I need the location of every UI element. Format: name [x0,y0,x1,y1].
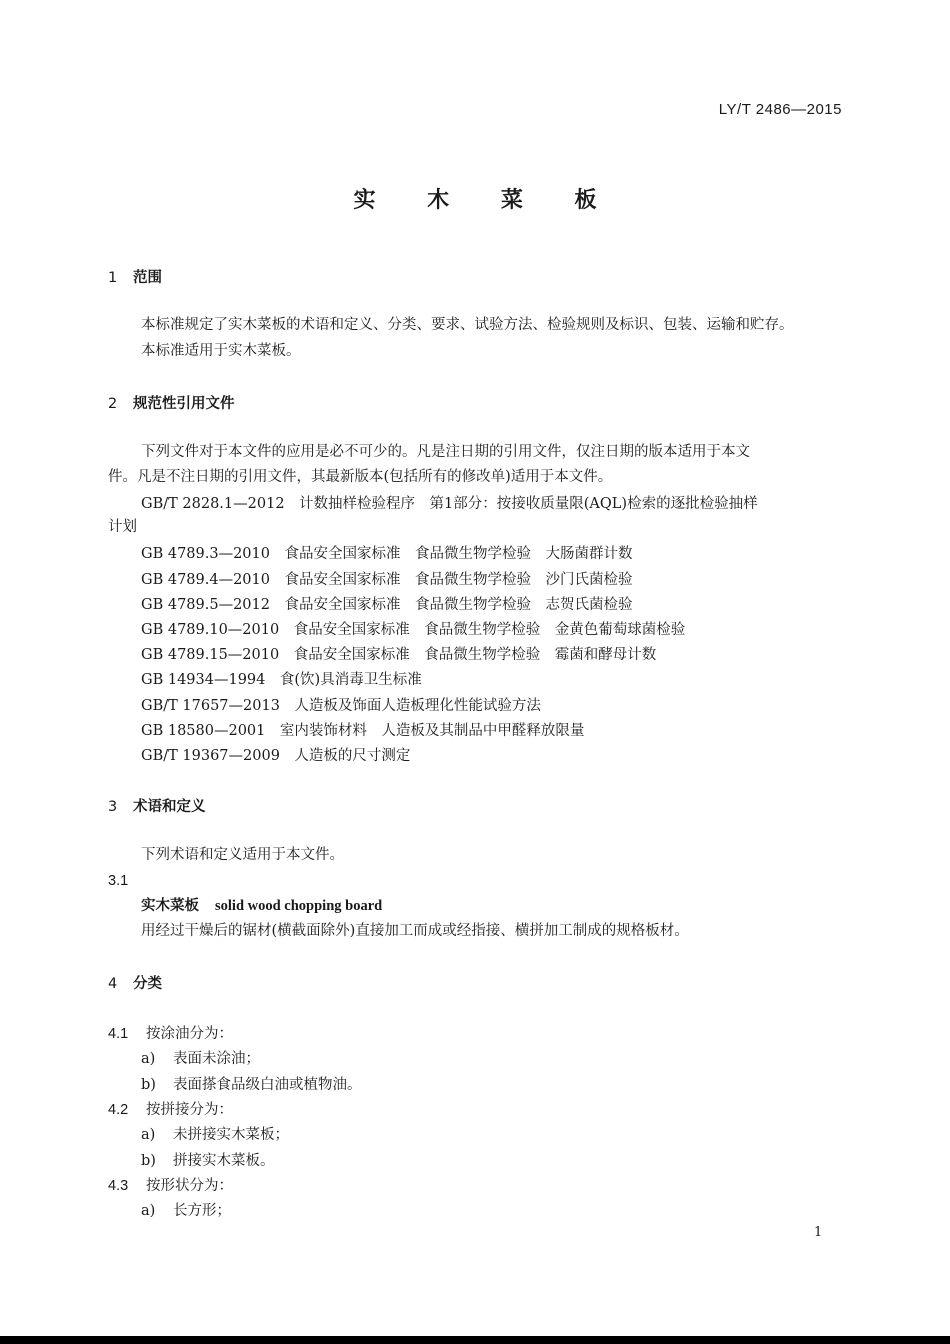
paragraph-line: 下列文件对于本文件的应用是必不可少的。凡是注日期的引用文件，仅注日期的版本适用于本文 [141,444,750,460]
reference-item: GB 14934—1994 食(饮)具消毒卫生标准 [141,672,422,688]
clause-4-2 [108,1098,233,1119]
section-number: 3 [108,799,118,815]
list-item [141,1149,275,1170]
list-item [141,1047,260,1068]
clause-text: 按拼接分为： [146,1102,233,1118]
reference-item: GB/T 17657—2013 人造板及饰面人造板理化性能试验方法 [141,698,541,714]
list-text: 拼接实木菜板。 [173,1153,275,1169]
section-4-heading [108,972,162,993]
list-marker: a) [141,1051,156,1067]
term-chinese: 实木菜板 [141,898,199,914]
list-text: 未拼接实木菜板； [173,1127,289,1143]
list-item [141,1123,289,1144]
reference-item: GB/T 2828.1—2012 计数抽样检验程序 第1部分：按接收质量限(AQL)检索的逐批检验抽样 [141,496,758,512]
reference-item: GB 4789.15—2010 食品安全国家标准 食品微生物学检验 霉菌和酵母计数 [141,647,657,663]
reference-item: GB 18580—2001 室内装饰材料 人造板及其制品中甲醛释放限量 [141,723,585,739]
section-2-heading [108,392,235,413]
list-text: 表面未涂油； [173,1051,260,1067]
clause-number: 4.1 [108,1026,129,1042]
reference-item: GB/T 19367—2009 人造板的尺寸测定 [141,748,411,764]
term-entry [141,896,382,916]
list-text: 长方形； [173,1203,231,1219]
standard-code: LY/T 2486—2015 [718,101,842,118]
list-item [141,1199,231,1220]
paragraph: 下列术语和定义适用于本文件。 [141,847,344,863]
section-3-heading [108,795,206,816]
reference-item: GB 4789.5—2012 食品安全国家标准 食品微生物学检验 志贺氏菌检验 [141,597,633,613]
reference-item: GB 4789.10—2010 食品安全国家标准 食品微生物学检验 金黄色葡萄球菌检验 [141,622,686,638]
clause-4-1 [108,1022,233,1043]
list-marker: b) [141,1153,156,1169]
clause-text: 按涂油分为： [146,1026,233,1042]
section-number: 4 [108,976,118,992]
list-text: 表面搽食品级白油或植物油。 [173,1077,362,1093]
list-item [141,1073,362,1094]
paragraph: 本标准适用于实木菜板。 [141,343,301,359]
list-marker: a) [141,1203,156,1219]
paragraph-line: 件。凡是不注日期的引用文件，其最新版本(包括所有的修改单)适用于本文件。 [108,469,613,485]
section-number: 2 [108,396,118,412]
paragraph: 本标准规定了实木菜板的术语和定义、分类、要求、试验方法、检验规则及标识、包装、运输和贮存。 [141,317,794,333]
section-title: 规范性引用文件 [133,396,235,412]
document-title: 实 木 菜 板 [353,188,619,213]
clause-4-3 [108,1174,233,1195]
term-definition: 用经过干燥后的锯材(横截面除外)直接加工而成或经指接、横拼加工制成的规格板材。 [141,923,689,939]
list-marker: a) [141,1127,156,1143]
clause-number: 4.2 [108,1102,129,1118]
section-number: 1 [108,270,118,286]
list-marker: b) [141,1077,156,1093]
section-1-heading [108,266,162,287]
reference-item: GB 4789.4—2010 食品安全国家标准 食品微生物学检验 沙门氏菌检验 [141,572,633,588]
reference-item: GB 4789.3—2010 食品安全国家标准 食品微生物学检验 大肠菌群计数 [141,546,633,562]
page-number: 1 [814,1225,823,1240]
section-title: 分类 [133,976,162,992]
term-english: solid wood chopping board [215,898,383,914]
page-bottom-bar [0,1336,950,1344]
term-number: 3.1 [108,873,129,889]
clause-number: 4.3 [108,1178,129,1194]
section-title: 范围 [133,270,162,286]
section-title: 术语和定义 [133,799,206,815]
reference-item-continued: 计划 [108,519,137,535]
clause-text: 按形状分为： [146,1178,233,1194]
